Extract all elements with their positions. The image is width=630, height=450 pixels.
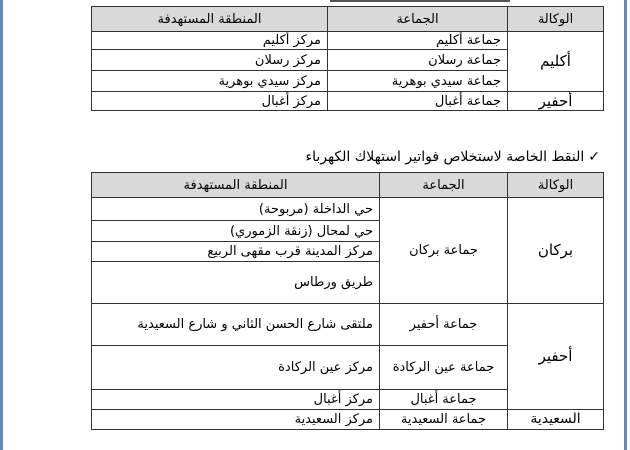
table-row	[92, 198, 604, 221]
section-heading	[140, 148, 600, 166]
commune-cell: جماعة أكليم	[328, 32, 508, 50]
agencies-table-2	[91, 172, 604, 430]
clipped-text-line	[330, 0, 510, 2]
zone-cell: مركز أكليم	[92, 32, 328, 50]
commune-cell: جماعة السعيدية	[380, 410, 508, 430]
zone-cell: مركز أغبال	[92, 390, 380, 410]
zone-cell: حي الداخلة (مربوحة)	[92, 198, 380, 221]
page-border-left	[0, 0, 3, 450]
zone-cell: مركز أغبال	[92, 92, 328, 111]
header-agency: الوكالة	[508, 7, 604, 32]
zone-cell: ملتقى شارع الحسن الثاني و شارع السعيدية	[92, 304, 380, 346]
commune-cell: جماعة بركان	[380, 198, 508, 304]
table-row	[92, 32, 604, 50]
agencies-table-1	[91, 6, 604, 111]
table-header-row	[92, 7, 604, 32]
agency-cell: بركان	[508, 198, 604, 304]
header-commune: الجماعة	[328, 7, 508, 32]
page-border-right	[624, 0, 627, 450]
zone-cell: طريق ورطاس	[92, 262, 380, 304]
section-heading-text: النقط الخاصة لاستخلاص فواتير استهلاك الكهرباء	[305, 149, 585, 165]
zone-cell: مركز المدينة قرب مقهى الربيع	[92, 242, 380, 262]
zone-cell: مركز سيدي بوهرية	[92, 71, 328, 92]
header-agency: الوكالة	[508, 173, 604, 198]
header-target-zone: المنطقة المستهدفة	[92, 7, 328, 32]
commune-cell: جماعة أغبال	[380, 390, 508, 410]
agency-cell: السعيدية	[508, 410, 604, 430]
agency-cell: أحفير	[508, 304, 604, 410]
table-row	[92, 410, 604, 430]
commune-cell: جماعة رسلان	[328, 50, 508, 71]
agency-cell: أحفير	[508, 92, 604, 111]
zone-cell: مركز السعيدية	[92, 410, 380, 430]
agency-cell: أكليم	[508, 32, 604, 92]
zone-cell: مركز عين الركادة	[92, 346, 380, 390]
zone-cell: مركز رسلان	[92, 50, 328, 71]
header-commune: الجماعة	[380, 173, 508, 198]
header-target-zone: المنطقة المستهدفة	[92, 173, 380, 198]
table-row	[92, 92, 604, 111]
commune-cell: جماعة أغبال	[328, 92, 508, 111]
checkmark-icon: ✓	[588, 149, 600, 165]
table-row	[92, 304, 604, 346]
commune-cell: جماعة أحفير	[380, 304, 508, 346]
zone-cell: حي لمحال (زنقة الزموري)	[92, 221, 380, 242]
table-header-row	[92, 173, 604, 198]
commune-cell: جماعة عين الركادة	[380, 346, 508, 390]
commune-cell: جماعة سيدي بوهرية	[328, 71, 508, 92]
